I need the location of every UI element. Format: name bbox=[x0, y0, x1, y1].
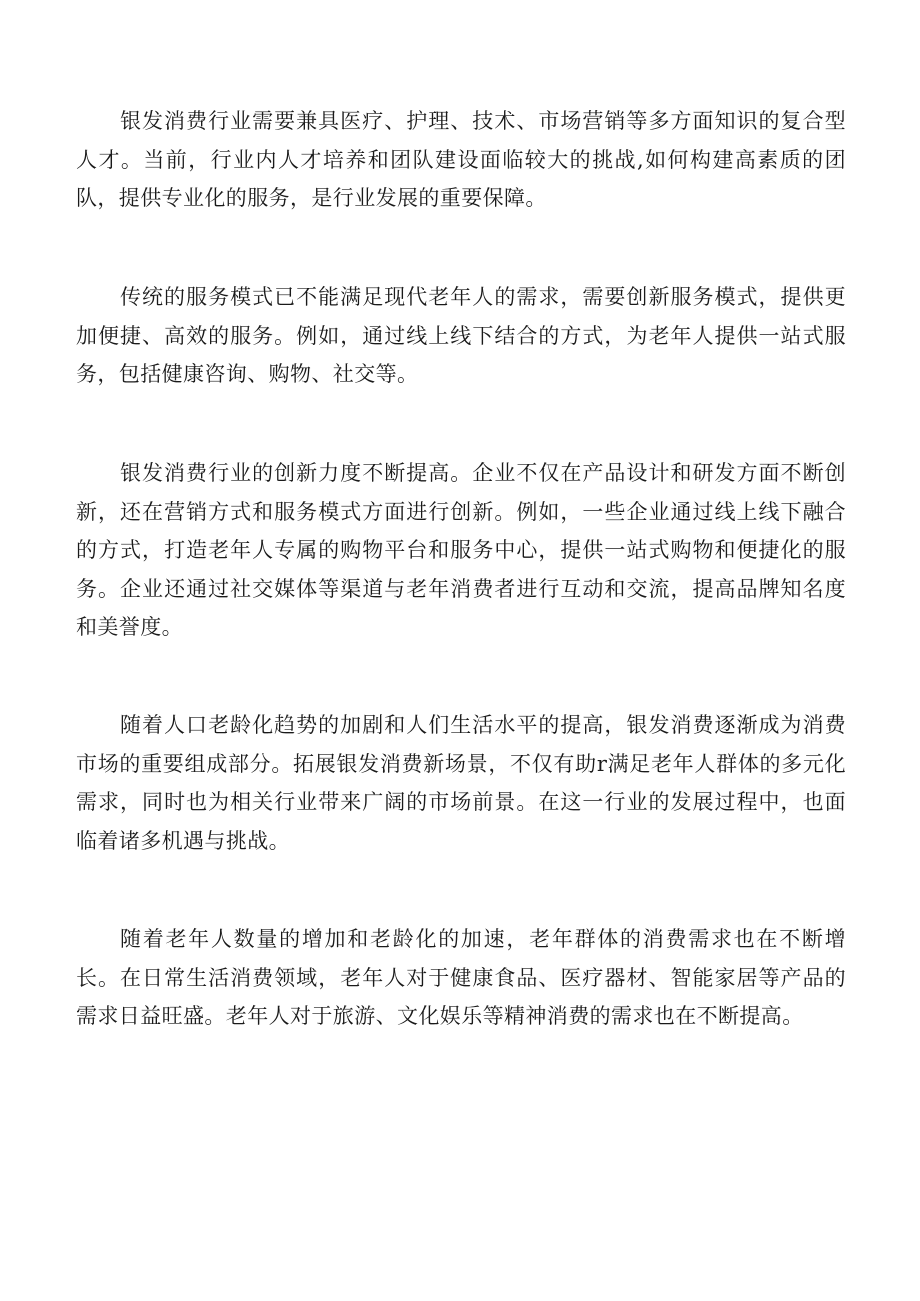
paragraph-talent: 银发消费行业需要兼具医疗、护理、技术、市场营销等多方面知识的复合型人才。当前，行业内人才培养和团队建设面临较大的挑战,如何构建高素质的团队，提供专业化的服务，是行业发展的重要保障。 bbox=[76, 109, 846, 210]
paragraph-aging-trend: 随着人口老龄化趋势的加剧和人们生活水平的提高，银发消费逐渐成为消费市场的重要组成部分。拓展银发消费新场景，不仅有助r满足老年人群体的多元化需求，同时也为相关行业带来广阔的市场前景。在这一行业的发展过程中，也面临着诸多机遇与挑战。 bbox=[76, 713, 846, 853]
paragraph-service-model: 传统的服务模式已不能满足现代老年人的需求，需要创新服务模式，提供更加便捷、高效的服务。例如，通过线上线下结合的方式，为老年人提供一站式服务，包括健康咨询、购物、社交等。 bbox=[76, 285, 846, 386]
paragraph-innovation: 银发消费行业的创新力度不断提高。企业不仅在产品设计和研发方面不断创新，还在营销方式和服务模式方面进行创新。例如，一些企业通过线上线下融合的方式，打造老年人专属的购物平台和服务中心，提供一站式购物和便捷化的服务。企业还通过社交媒体等渠道与老年消费者进行互动和交流，提高品牌知名度和美誉度。 bbox=[76, 461, 846, 639]
paragraph-consumer-demand: 随着老年人数量的增加和老龄化的加速，老年群体的消费需求也在不断增长。在日常生活消费领域，老年人对于健康食品、医疗器材、智能家居等产品的需求日益旺盛。老年人对于旅游、文化娱乐等精神消费的需求也在不断提高。 bbox=[76, 927, 846, 1028]
